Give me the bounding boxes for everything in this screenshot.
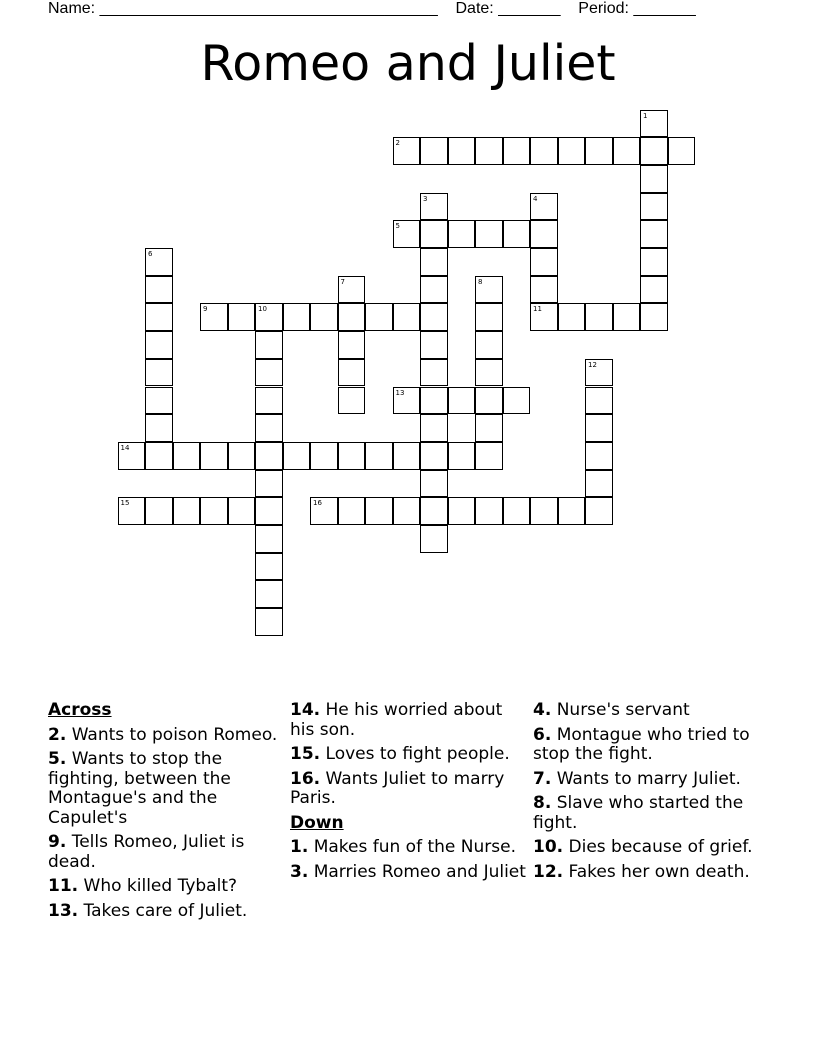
down-heading: Down — [290, 812, 344, 833]
clue-across-13: 13. Takes care of Juliet. — [48, 900, 248, 921]
clue-down-8: 8. Slave who started the fight. — [533, 793, 744, 833]
clue-down-6: 6. Montague who tried to stop the fight. — [533, 724, 750, 764]
grid-cell[interactable] — [448, 387, 476, 415]
grid-cell[interactable] — [255, 470, 283, 498]
grid-cell[interactable] — [255, 525, 283, 553]
clue-number: 11 — [533, 305, 542, 314]
worksheet-header — [48, 0, 696, 18]
clues-column-1 — [48, 701, 284, 921]
grid-cell[interactable] — [530, 276, 558, 304]
grid-cell[interactable] — [640, 110, 668, 138]
grid-cell[interactable] — [200, 303, 228, 331]
grid-cell[interactable] — [585, 470, 613, 498]
grid-cell[interactable] — [530, 220, 558, 248]
grid-cell[interactable] — [613, 137, 641, 165]
grid-cell[interactable] — [503, 497, 531, 525]
clue-number: 7 — [340, 277, 345, 286]
grid-cell[interactable] — [640, 137, 668, 165]
grid-cell[interactable] — [255, 608, 283, 636]
name-label: Name: — [48, 0, 96, 17]
grid-cell[interactable] — [365, 497, 393, 525]
grid-cell[interactable] — [475, 359, 503, 387]
grid-cell[interactable] — [338, 442, 366, 470]
grid-cell[interactable] — [475, 387, 503, 415]
grid-cell[interactable] — [420, 220, 448, 248]
grid-cell[interactable] — [475, 414, 503, 442]
clue-across-11: 11. Who killed Tybalt? — [48, 876, 238, 896]
grid-cell[interactable] — [283, 442, 311, 470]
grid-cell[interactable] — [640, 193, 668, 221]
clue-number: 12 — [588, 360, 597, 369]
period-label: Period: — [578, 0, 629, 17]
grid-cell[interactable] — [420, 470, 448, 498]
grid-cell[interactable] — [420, 193, 448, 221]
grid-cell[interactable] — [393, 387, 421, 415]
grid-cell[interactable] — [255, 359, 283, 387]
grid-cell[interactable] — [255, 414, 283, 442]
grid-cell[interactable] — [393, 137, 421, 165]
grid-cell[interactable] — [255, 442, 283, 470]
grid-cell[interactable] — [338, 387, 366, 415]
grid-cell[interactable] — [558, 303, 586, 331]
grid-cell[interactable] — [145, 359, 173, 387]
grid-cell[interactable] — [365, 442, 393, 470]
grid-cell[interactable] — [200, 497, 228, 525]
grid-cell[interactable] — [530, 248, 558, 276]
grid-cell[interactable] — [420, 442, 448, 470]
grid-cell[interactable] — [338, 331, 366, 359]
grid-cell[interactable] — [310, 442, 338, 470]
grid-cell[interactable] — [420, 137, 448, 165]
clue-down-7: 7. Wants to marry Juliet. — [533, 768, 741, 789]
grid-cell[interactable] — [420, 387, 448, 415]
grid-cell[interactable] — [530, 497, 558, 525]
clue-down-3: 3. Marries Romeo and Juliet — [290, 861, 526, 882]
grid-cell[interactable] — [558, 497, 586, 525]
grid-cell[interactable] — [640, 276, 668, 304]
grid-cell[interactable] — [145, 414, 173, 442]
clue-number: 3 — [423, 194, 428, 203]
page-title: Romeo and Juliet — [200, 35, 616, 92]
grid-cell[interactable] — [255, 387, 283, 415]
grid-cell[interactable] — [640, 165, 668, 193]
grid-cell[interactable] — [173, 497, 201, 525]
grid-cell[interactable] — [145, 331, 173, 359]
clue-number: 6 — [148, 250, 153, 258]
grid-cell[interactable] — [173, 442, 201, 470]
clue-number: 4 — [533, 194, 538, 203]
clue-down-1: 1. Makes fun of the Nurse. — [290, 837, 516, 857]
clue-across-5: 5. Wants to stop the fighting, between the Montague's and the Capulet's — [48, 749, 231, 828]
grid-cell[interactable] — [145, 303, 173, 331]
grid-cell[interactable] — [530, 137, 558, 165]
clue-across-16: 16. Wants Juliet to marry Paris. — [290, 768, 505, 808]
grid-cell[interactable] — [475, 220, 503, 248]
grid-cell[interactable] — [420, 276, 448, 304]
grid-cell[interactable] — [448, 497, 476, 525]
grid-cell[interactable] — [640, 248, 668, 276]
grid-cell[interactable] — [640, 303, 668, 331]
grid-cell[interactable] — [585, 387, 613, 415]
grid-cell[interactable] — [420, 359, 448, 387]
grid-cell[interactable] — [118, 497, 146, 525]
clue-number: 9 — [203, 305, 208, 314]
grid-cell[interactable] — [255, 580, 283, 608]
grid-cell[interactable] — [338, 276, 366, 304]
grid-cell[interactable] — [448, 442, 476, 470]
clue-number: 8 — [478, 277, 483, 286]
grid-cell[interactable] — [118, 442, 146, 470]
grid-cell[interactable] — [145, 497, 173, 525]
clue-down-4: 4. Nurse's servant — [533, 700, 690, 720]
clue-number: 15 — [120, 499, 130, 508]
grid-cell[interactable] — [475, 497, 503, 525]
grid-cell[interactable] — [585, 414, 613, 442]
grid-cell[interactable] — [420, 331, 448, 359]
grid-cell[interactable] — [310, 303, 338, 331]
clue-number: 13 — [395, 388, 405, 397]
grid-cell[interactable] — [283, 303, 311, 331]
grid-cell[interactable] — [585, 303, 613, 331]
grid-cell[interactable] — [503, 387, 531, 415]
grid-cell[interactable] — [255, 303, 283, 331]
grid-cell[interactable] — [145, 387, 173, 415]
grid-cell[interactable] — [558, 137, 586, 165]
grid-cell[interactable] — [530, 193, 558, 221]
grid-cell[interactable] — [613, 303, 641, 331]
grid-cell[interactable] — [448, 220, 476, 248]
grid-cell[interactable] — [200, 442, 228, 470]
grid-cell[interactable] — [420, 525, 448, 553]
across-heading: Across — [48, 700, 112, 720]
grid-cell[interactable] — [475, 303, 503, 331]
period-blank[interactable]: _______ — [633, 0, 696, 17]
grid-cell[interactable] — [640, 220, 668, 248]
date-blank[interactable]: _______ — [498, 0, 561, 17]
clue-across-15: 15. Loves to fight people. — [290, 744, 510, 764]
grid-cell[interactable] — [255, 331, 283, 359]
grid-cell[interactable] — [338, 497, 366, 525]
grid-cell[interactable] — [475, 331, 503, 359]
name-blank[interactable]: ______________________________________ — [99, 0, 438, 17]
grid-cell[interactable] — [338, 359, 366, 387]
grid-cell[interactable] — [530, 303, 558, 331]
grid-cell[interactable] — [503, 137, 531, 165]
date-label: Date: — [455, 0, 494, 17]
clue-number: 2 — [395, 139, 400, 148]
grid-cell[interactable] — [448, 137, 476, 165]
clue-across-14: 14. He his worried about his son. — [290, 700, 503, 740]
grid-cell[interactable] — [585, 497, 613, 525]
grid-cell[interactable] — [145, 442, 173, 470]
grid-cell[interactable] — [585, 359, 613, 387]
grid-cell[interactable] — [365, 303, 393, 331]
clue-number: 14 — [120, 443, 130, 452]
grid-cell[interactable] — [420, 497, 448, 525]
grid-cell[interactable] — [475, 276, 503, 304]
clue-number: 16 — [313, 499, 322, 508]
clue-number: 10 — [258, 305, 267, 314]
grid-cell[interactable] — [393, 497, 421, 525]
grid-cell[interactable] — [228, 442, 256, 470]
grid-cell[interactable] — [420, 248, 448, 276]
grid-cell[interactable] — [585, 137, 613, 165]
grid-cell[interactable] — [503, 220, 531, 248]
grid-cell[interactable] — [393, 303, 421, 331]
grid-cell[interactable] — [310, 497, 338, 525]
grid-cell[interactable] — [668, 137, 696, 165]
grid-cell[interactable] — [255, 497, 283, 525]
clue-number: 5 — [395, 222, 400, 231]
grid-cell[interactable] — [475, 442, 503, 470]
grid-cell[interactable] — [145, 248, 173, 276]
clue-number: 1 — [643, 111, 648, 120]
clue-down-10: 10. Dies because of grief. — [533, 837, 753, 857]
grid-cell[interactable] — [420, 303, 448, 331]
grid-cell[interactable] — [255, 553, 283, 581]
grid-cell[interactable] — [393, 220, 421, 248]
grid-cell[interactable] — [228, 497, 256, 525]
clues-column-2 — [290, 701, 526, 882]
grid-cell[interactable] — [585, 442, 613, 470]
clue-across-2: 2. Wants to poison Romeo. — [48, 724, 278, 745]
grid-cell[interactable] — [420, 414, 448, 442]
clue-down-12: 12. Fakes her own death. — [533, 861, 750, 882]
grid-cell[interactable] — [145, 276, 173, 304]
grid-cell[interactable] — [228, 303, 256, 331]
grid-cell[interactable] — [338, 303, 366, 331]
clue-across-9: 9. Tells Romeo, Juliet is dead. — [48, 832, 245, 872]
grid-cell[interactable] — [475, 137, 503, 165]
grid-cell[interactable] — [393, 442, 421, 470]
clues-column-3 — [533, 701, 769, 882]
